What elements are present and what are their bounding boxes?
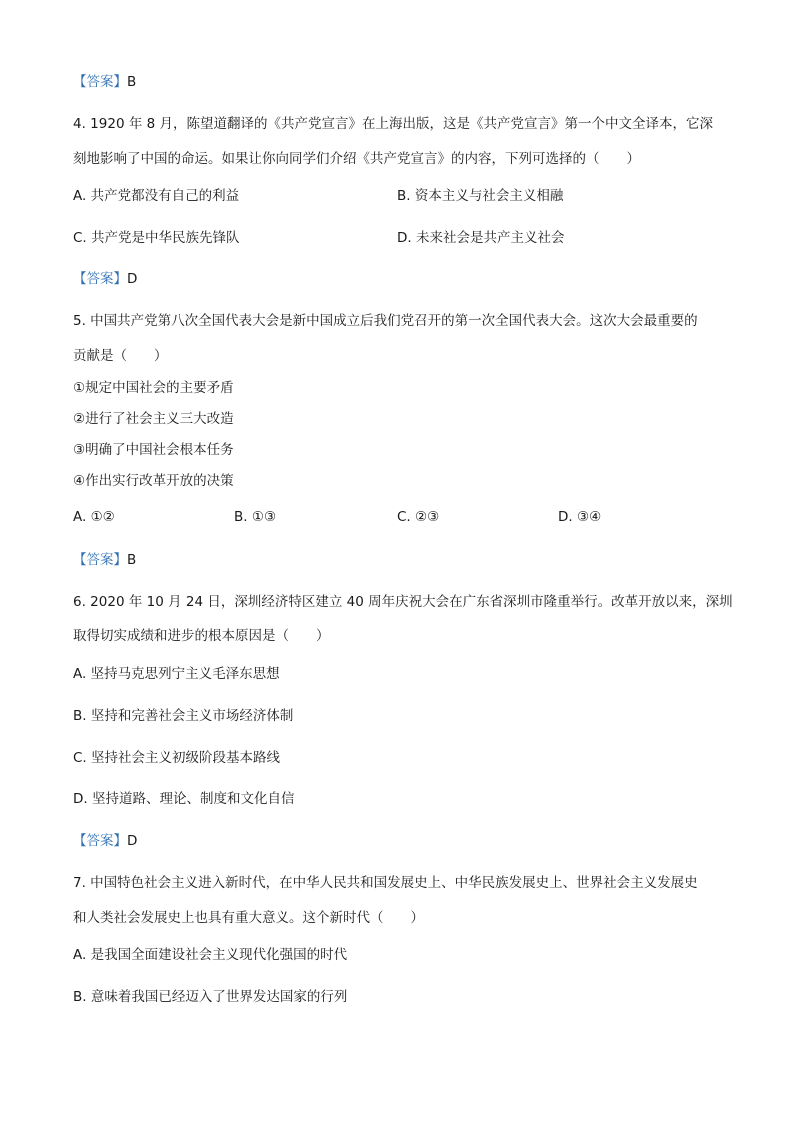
- answer-label: 【答案】: [73, 74, 127, 90]
- answer-q6: [73, 835, 137, 849]
- q7-stem-line1: 7. 中国特色社会主义进入新时代，在中华人民共和国发展史上、中华民族发展史上、世界社会主义发展史: [73, 875, 698, 891]
- q6-stem-line1: 6. 2020 年 10 月 24 日，深圳经济特区建立 40 周年庆祝大会在广东省深圳市隆重举行。改革开放以来，深圳: [73, 594, 733, 610]
- answer-value: B: [127, 74, 137, 90]
- q6-stem-line2: 取得切实成绩和进步的根本原因是（ ）: [73, 628, 330, 644]
- q4-stem-line2: 刻地影响了中国的命运。如果让你向同学们介绍《共产党宣言》的内容，下列可选择的（ ）: [73, 151, 640, 167]
- answer-value: D: [127, 271, 138, 287]
- q6-option-c: C. 坚持社会主义初级阶段基本路线: [73, 750, 281, 766]
- answer-label: 【答案】: [73, 552, 127, 568]
- q5-item-4: ④作出实行改革开放的决策: [73, 473, 234, 489]
- q6-option-b: B. 坚持和完善社会主义市场经济体制: [73, 708, 294, 724]
- q4-option-b: B. 资本主义与社会主义相融: [397, 188, 564, 204]
- q7-option-b: B. 意味着我国已经迈入了世界发达国家的行列: [73, 989, 348, 1005]
- q5-option-d: D. ③④: [558, 509, 602, 525]
- q5-stem-line1: 5. 中国共产党第八次全国代表大会是新中国成立后我们党召开的第一次全国代表大会。这次大会最重要的: [73, 313, 698, 329]
- q5-item-3: ③明确了中国社会根本任务: [73, 442, 234, 458]
- q4-option-c: C. 共产党是中华民族先锋队: [73, 230, 240, 246]
- answer-q3: [73, 76, 136, 90]
- answer-label: 【答案】: [73, 271, 127, 287]
- answer-value: B: [127, 552, 137, 568]
- q6-option-a: A. 坚持马克思列宁主义毛泽东思想: [73, 666, 280, 682]
- q5-stem-line2: 贡献是（ ）: [73, 348, 168, 364]
- q6-option-d: D. 坚持道路、理论、制度和文化自信: [73, 791, 295, 807]
- answer-value: D: [127, 833, 138, 849]
- q5-option-a: A. ①②: [73, 509, 115, 525]
- q4-option-d: D. 未来社会是共产主义社会: [397, 230, 565, 246]
- q5-option-c: C. ②③: [397, 509, 440, 525]
- q7-stem-line2: 和人类社会发展史上也具有重大意义。这个新时代（ ）: [73, 910, 424, 926]
- q5-option-b: B. ①③: [234, 509, 277, 525]
- answer-q4: [73, 273, 137, 287]
- answer-label: 【答案】: [73, 833, 127, 849]
- q5-item-2: ②进行了社会主义三大改造: [73, 411, 234, 427]
- answer-q5: [73, 554, 136, 568]
- q5-item-1: ①规定中国社会的主要矛盾: [73, 380, 234, 396]
- q4-option-a: A. 共产党都没有自己的利益: [73, 188, 240, 204]
- q4-stem-line1: 4. 1920 年 8 月，陈望道翻译的《共产党宣言》在上海出版，这是《共产党宣言》第一个中文全译本，它深: [73, 116, 713, 132]
- q7-option-a: A. 是我国全面建设社会主义现代化强国的时代: [73, 947, 348, 963]
